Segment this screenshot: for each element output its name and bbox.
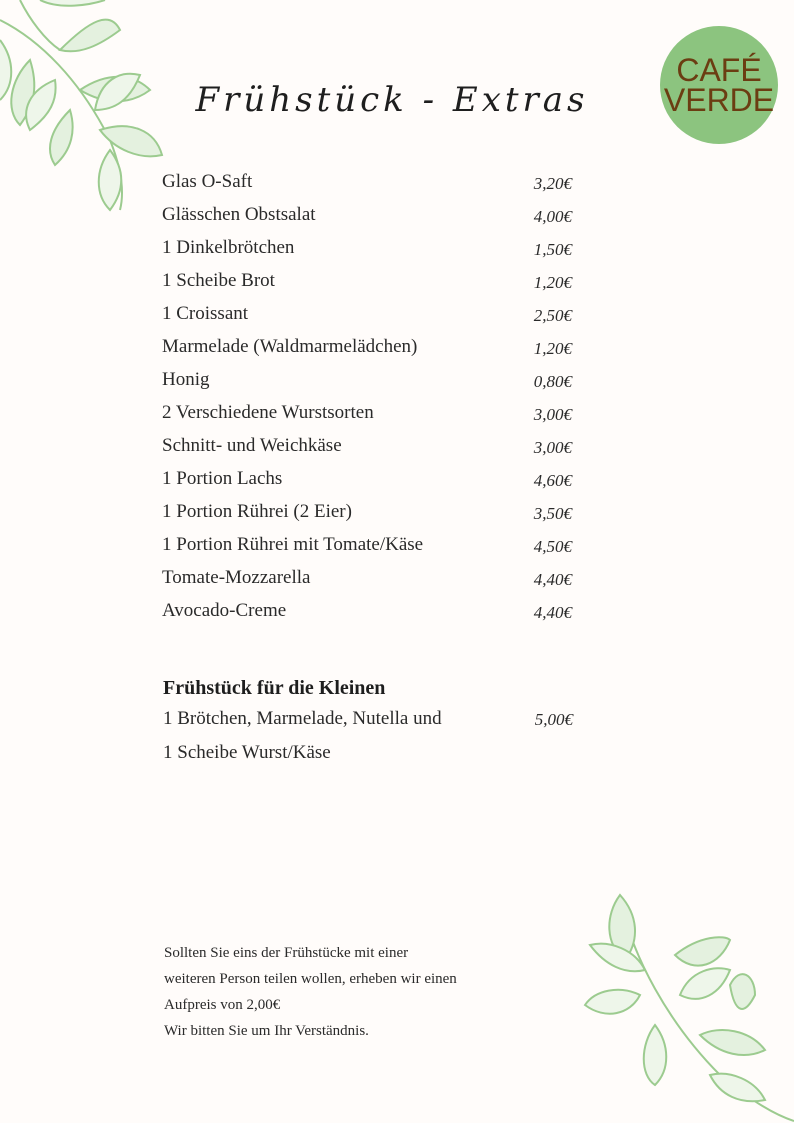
- item-price: 1,50€: [533, 240, 572, 259]
- logo-text-cafe: CAFÉ: [676, 52, 762, 88]
- item-price: 4,40€: [533, 603, 572, 622]
- menu-list: [162, 168, 582, 630]
- item-name: Glas O-Saft: [162, 171, 253, 192]
- sharing-note: [164, 940, 544, 1044]
- menu-item: [162, 300, 582, 333]
- logo-text-verde: VERDE: [663, 82, 775, 118]
- note-line-1: Sollten Sie eins der Frühstücke mit einer: [164, 945, 409, 961]
- menu-item: [162, 432, 582, 465]
- item-name: 1 Portion Rührei (2 Eier): [162, 501, 352, 522]
- menu-item: [162, 234, 582, 267]
- menu-item: [162, 267, 582, 300]
- kids-breakfast-section: [163, 674, 583, 770]
- item-price: 3,50€: [533, 504, 572, 523]
- item-price: 3,20€: [533, 174, 572, 193]
- item-price: 1,20€: [533, 339, 572, 358]
- item-name: Avocado-Creme: [162, 600, 287, 621]
- item-price: 4,40€: [533, 570, 572, 589]
- menu-item: [162, 531, 582, 564]
- note-line-2: weiteren Person teilen wollen, erheben wir einen: [164, 971, 457, 987]
- menu-item: [162, 366, 582, 399]
- item-name: 1 Portion Lachs: [162, 468, 283, 489]
- item-name: Glässchen Obstsalat: [162, 204, 316, 225]
- page-title: Frühstück - Extras: [195, 80, 589, 120]
- menu-item: [162, 201, 582, 234]
- note-line-3: Aufpreis von 2,00€: [164, 997, 281, 1013]
- item-name: 1 Scheibe Brot: [162, 270, 275, 291]
- item-price: 2,50€: [533, 306, 572, 325]
- item-price: 3,00€: [533, 438, 572, 457]
- item-price: 4,00€: [533, 207, 572, 226]
- item-price: 4,50€: [533, 537, 572, 556]
- kids-heading: Frühstück für die Kleinen: [163, 677, 386, 699]
- kids-price: 5,00€: [534, 710, 573, 729]
- menu-item: [162, 498, 582, 531]
- item-name: Tomate-Mozzarella: [162, 567, 311, 588]
- menu-item: [162, 333, 582, 366]
- menu-item: [162, 168, 582, 201]
- item-name: Schnitt- und Weichkäse: [162, 435, 342, 456]
- menu-item: [162, 564, 582, 597]
- item-name: 1 Dinkelbrötchen: [162, 237, 295, 258]
- item-price: 0,80€: [533, 372, 572, 391]
- item-name: 1 Croissant: [162, 303, 249, 324]
- item-price: 4,60€: [533, 471, 572, 490]
- menu-item: [162, 399, 582, 432]
- item-name: 2 Verschiedene Wurstsorten: [162, 402, 374, 423]
- item-name: Honig: [162, 369, 210, 390]
- kids-description-line-1: 1 Brötchen, Marmelade, Nutella und: [163, 708, 442, 729]
- menu-item: [162, 597, 582, 630]
- kids-description-line-2: 1 Scheibe Wurst/Käse: [163, 742, 331, 763]
- item-price: 3,00€: [533, 405, 572, 424]
- item-name: 1 Portion Rührei mit Tomate/Käse: [162, 534, 424, 555]
- menu-item: [162, 465, 582, 498]
- item-name: Marmelade (Waldmarmelädchen): [162, 336, 418, 357]
- item-price: 1,20€: [533, 273, 572, 292]
- leaf-branch-bottom-icon: [580, 885, 794, 1123]
- note-line-4: Wir bitten Sie um Ihr Verständnis.: [164, 1023, 369, 1039]
